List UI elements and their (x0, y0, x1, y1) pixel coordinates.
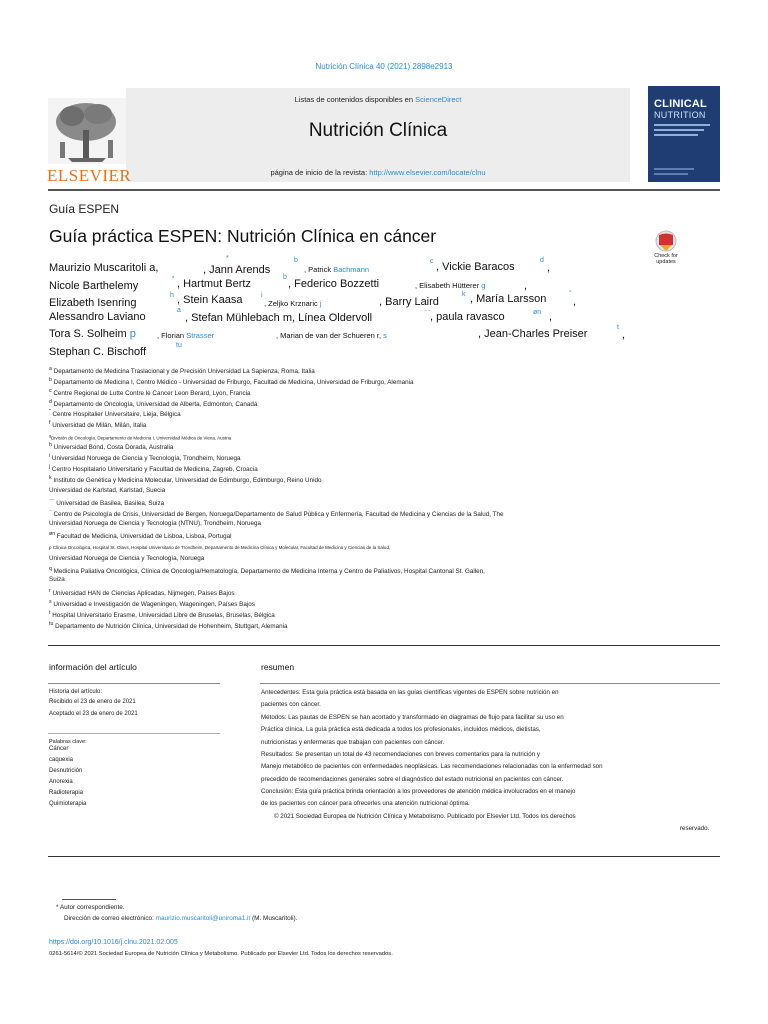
publisher-wordmark: ELSEVIER (47, 166, 132, 185)
keyword-item[interactable]: Quimioterapia (49, 801, 87, 807)
author-text (49, 328, 136, 340)
history-label: Historia del artículo: (49, 689, 103, 695)
copyright-reserved: reservado. (680, 825, 710, 832)
author-superscript: b (294, 257, 298, 264)
corresponding-author-note: * Autor correspondiente. (56, 904, 125, 911)
section-rule (48, 645, 720, 646)
author-affiliation-link[interactable]: j (319, 299, 322, 308)
copyright-line: © 2021 Sociedad Europea de Nutrición Clínica y Metabolismo. Publicado por Elsevier Ltd. Todos los derechos (274, 813, 576, 820)
author-superscript: b (283, 274, 287, 281)
sciencedirect-link[interactable]: ScienceDirect (415, 95, 462, 104)
author-text: , (549, 311, 553, 323)
author-superscript: tu (176, 342, 182, 349)
affiliation-text: Departamento de Medicina Traslacional y de Precisión Universidad La Sapienza, Roma, Italia (53, 368, 315, 376)
keywords-rule (48, 733, 220, 734)
author-text: Maurizio Muscaritoli a, (49, 262, 159, 274)
author-superscript: * (226, 255, 229, 262)
author-text: , María Larsson (470, 293, 547, 305)
affiliation-text: Universidad de Basilea, Basilea, Suiza (56, 500, 165, 508)
affiliation-text: Universidad e Investigación de Wageningen, Wageningen, Países Bajos (53, 601, 255, 609)
keyword-item[interactable]: caquexia (49, 757, 74, 763)
abstract-line: Manejo metabólico de pacientes con enfermedades neoplásicas. Las recomendaciones relacionadas con la enfermedad son (261, 763, 603, 770)
author-superscript: c (430, 258, 434, 265)
abstract-heading: resumen (261, 662, 295, 672)
author-affiliation-link[interactable]: p (129, 328, 136, 340)
email-suffix: (M. Muscaritoli). (250, 915, 298, 922)
affiliation-mark: j (49, 464, 51, 470)
affiliation-p-cont: Universidad Noruega de Ciencia y Tecnología, Noruega (49, 555, 205, 562)
homepage-prefix: página de inicio de la revista: (270, 168, 370, 177)
author-text: , Jann Arends (203, 264, 271, 276)
author-text (264, 299, 322, 308)
affiliation-text: Facultad de Medicina, Universidad de Lisboa, Lisboa, Portugal (56, 533, 232, 541)
abstract-line: precedido de recomendaciones generales sobre el diagnóstico del estado nutricional en pacientes con cáncer. (261, 776, 564, 783)
abstract-line: Métodos: Las pautas de ESPEN se han acortado y transformado en diagramas de flujo para facilitar su uso en (261, 714, 564, 721)
author-text-part: , Patrick (304, 265, 334, 274)
cover-title-line-1: CLINICAL (654, 98, 707, 110)
affiliation-mark: tu (49, 621, 54, 627)
author-text (304, 265, 369, 274)
affiliation-mark: t (49, 610, 51, 616)
author-text: Stephan C. Bischoff (49, 346, 147, 358)
journal-title: Nutrición Clínica (308, 120, 448, 141)
article-type: Guía ESPEN (49, 202, 120, 216)
author-text: , Barry Laird (379, 296, 439, 308)
keyword-item[interactable]: Radioterapia (49, 790, 84, 796)
affiliation-mark: s (49, 599, 52, 605)
cover-text-bar (654, 134, 698, 136)
author-text (276, 331, 387, 340)
affiliation-text: Centro de Psicología de Crisis, Universidad de Bergen, Noruega/Departamento de Salud Pública y Enfermería, Facultad de Medicina y Ciencias de la Salud, The (53, 511, 504, 519)
author-text-part: Tora S. Solheim (49, 328, 127, 340)
cover-text-bar (654, 129, 704, 131)
affiliation-mark: q (49, 566, 52, 572)
affiliation-i (49, 453, 240, 462)
author-text: , Federico Bozzetti (288, 278, 380, 290)
abstract-line: pacientes con cáncer. (261, 701, 321, 708)
author-superscript: ˜ (569, 291, 572, 298)
article-info-rule (48, 683, 220, 684)
author-text: , (524, 280, 528, 292)
affiliation-a (49, 366, 315, 375)
cover-text-bar (654, 124, 710, 126)
affiliation-mark: c (49, 388, 52, 394)
footnote-rule (62, 899, 116, 900)
author-text-part: , Marian de van der Schueren r, (276, 331, 384, 340)
author-text: Nicole Barthelemy (49, 280, 139, 292)
affiliation-p (49, 545, 390, 550)
cover-text-bar (654, 168, 694, 170)
author-affiliation-link[interactable]: s (383, 331, 387, 340)
author-text: , (547, 262, 551, 274)
author-affiliation-link[interactable]: Bachmann (333, 265, 370, 274)
affiliation-o (49, 531, 232, 540)
affiliation-mark: øn (49, 531, 56, 537)
affiliation-e (49, 409, 181, 418)
affiliation-k (49, 475, 322, 484)
journal-homepage (126, 168, 630, 177)
author-superscript: h (170, 292, 174, 299)
article-title: Guía práctica ESPEN: Nutrición Clínica en cáncer (49, 226, 437, 246)
affiliation-text: Centre Regional de Lutte Contre le Cancer Leon Berard, Lyon, Francia (53, 390, 251, 398)
affiliation-mark: r (49, 588, 51, 594)
affiliation-mark: ⁻⁻ (49, 498, 55, 504)
abstract-line: Conclusión: Esta guía práctica brinda orientación a los proveedores de atención médica involucrados en el manejo (261, 788, 576, 795)
affiliation-mark: f (49, 420, 51, 426)
affiliation-mark: b (49, 377, 52, 383)
cover-text-bar (654, 173, 688, 175)
author-text: , Stein Kaasa (177, 294, 243, 306)
abstract-line: Práctica clínica. La guía práctica está dedicada a todos los profesionales, incluidos médicos, dietistas, (261, 726, 541, 733)
affiliation-mark: h (49, 442, 52, 448)
affiliation-text: Instituto de Genética y Medicina Molecular, Universidad de Edimburgo, Edimburgo, Reino Unido (53, 477, 322, 485)
contents-prefix: Listas de contenidos disponibles en (294, 95, 416, 104)
author-superscript: k (462, 291, 466, 298)
affiliation-l (49, 487, 165, 494)
affiliation-text: Clínica Oncológica, Hospital St. Olavs, Hospital Universitario de Trondheim, Departamento de Medicina Clínica y Molecular, Facultad de Medicina y Ciencias de la Salud, (52, 545, 391, 550)
email-link[interactable]: maurizio.muscaritoli@uniroma1.it (155, 915, 251, 922)
affiliation-mark: g (49, 434, 52, 438)
abstract-rule (260, 683, 720, 684)
affiliation-text: Universidad de Karlstad, Karlstad, Suecia (49, 487, 166, 494)
affiliation-text: Universidad Noruega de Ciencia y Tecnología, Trondheim, Noruega (51, 455, 241, 463)
homepage-link[interactable]: http://www.elsevier.com/locate/clnu (369, 168, 486, 177)
abstract-line: Antecedentes: Esta guía práctica está basada en las guías científicas vigentes de ESPEN sobre nutrición en (261, 689, 559, 696)
journal-citation-link[interactable]: Nutrición Clínica 40 (2021) 2898e2913 (315, 62, 453, 71)
affiliation-text: Centro Hospitalario Universitario y Facultad de Medicina, Zagreb, Croacia (51, 466, 258, 474)
author-text: , (622, 329, 626, 341)
author-text: Alessandro Laviano (49, 311, 146, 323)
affiliation-text: División de Oncología, Departamento de Medicina I, Universidad Médica de Viena, Austria (51, 435, 232, 441)
affiliation-s (49, 599, 255, 608)
section-rule-bottom (48, 856, 720, 857)
keyword-item[interactable]: Cáncer (49, 746, 69, 752)
author-text: , paula ravasco (430, 311, 505, 323)
affiliation-mark: i (49, 453, 51, 459)
affiliation-mark: ⁻ (49, 509, 52, 515)
author-superscript: øn (533, 309, 542, 316)
affiliation-text: Universidad de Milán, Milán, Italia (52, 422, 147, 430)
keywords-label: Palabras clave: (49, 739, 87, 745)
affiliation-mark: k (49, 475, 52, 481)
author-superscript: ⁻⁻ (424, 309, 432, 316)
affiliation-d (49, 399, 257, 408)
affiliation-text: Departamento de Medicina I, Centro Médico - Universidad de Friburgo, Facultad de Medicina, Universidad de Friburgo, Alemania (53, 379, 414, 387)
author-affiliation-link[interactable]: Strasser (186, 331, 215, 340)
affiliation-u (49, 621, 288, 630)
abstract-line: nutricionistas y enfermeras que trabajan con pacientes con cáncer. (261, 739, 445, 746)
affiliation-n-cont: Universidad Noruega de Ciencia y Tecnología (NTNU), Trondheim, Noruega (49, 520, 261, 527)
author-text-part: , Florian (157, 331, 187, 340)
affiliation-mark: p (49, 545, 52, 550)
affiliation-h (49, 442, 173, 451)
author-text: , (573, 296, 577, 308)
affiliation-mark: ˜ (49, 409, 51, 415)
affiliation-j (49, 464, 258, 473)
affiliation-f (49, 420, 146, 429)
affiliation-m (49, 498, 164, 507)
author-superscript: a (177, 307, 181, 314)
affiliation-q (49, 566, 485, 575)
email-note (64, 915, 297, 922)
author-text: , Stefan Mühlebach m, Línea Oldervoll (185, 312, 373, 324)
affiliation-text: Hospital Universitario Erasme, Universidad Libre de Bruselas, Bruselas, Bélgica (52, 612, 275, 620)
author-superscript: i (261, 292, 263, 299)
abstract-line: Resultados: Se presentan un total de 43 recomendaciones con breves comentarios para la nutrición y (261, 751, 540, 758)
affiliation-text: Medicina Paliativa Oncológica, Clínica de Oncología/Hematología, Departamento de Medicina Interna y Centro de Paliativos, Hospital Cantonal St. Gallen, (53, 568, 485, 576)
affiliation-n (49, 509, 504, 518)
accepted-date: Aceptado el 23 de enero de 2021 (49, 711, 138, 717)
affiliation-text: Departamento de Nutrición Clínica, Universidad de Hohenheim, Stuttgart, Alemania (55, 623, 288, 631)
affiliation-t (49, 610, 275, 619)
author-text-part: , Zeljko Krznaric (264, 299, 318, 308)
author-superscript: t (617, 324, 619, 331)
author-text: , Vickie Baracos (436, 261, 515, 273)
affiliation-mark: a (49, 366, 52, 372)
affiliation-text: Centre Hospitalier Universitaire, Lieja, Bélgica (52, 411, 181, 419)
author-text: , Jean-Charles Preiser (478, 328, 588, 340)
affiliation-text: Universidad Bond, Costa Dorada, Australia (53, 444, 174, 452)
affiliation-r (49, 588, 235, 597)
keyword-item[interactable]: Desnutrición (49, 768, 83, 774)
affiliation-b (49, 377, 413, 386)
header-rule (48, 189, 720, 191)
author-text (415, 281, 485, 290)
author-text-part: , Elisabeth Hütterer (415, 281, 480, 290)
author-text: Elizabeth Isenring (49, 297, 137, 309)
affiliation-text: Departamento de Oncología, Universidad de Alberta, Edmonton, Canadá (53, 401, 258, 409)
author-text (157, 331, 214, 340)
check-for-updates-label[interactable]: Check for updates (654, 253, 678, 265)
author-superscript: ⸗ (172, 274, 175, 281)
author-affiliation-link[interactable]: g (481, 281, 486, 290)
keyword-item[interactable]: Anorexia (49, 779, 73, 785)
affiliation-c (49, 388, 251, 397)
cover-title-line-2: NUTRITION (654, 110, 706, 120)
article-info-heading: información del artículo (49, 662, 137, 672)
author-text: , Hartmut Bertz (177, 278, 251, 290)
doi-link[interactable]: https://doi.org/10.1016/j.clnu.2021.02.005 (49, 939, 178, 946)
affiliation-text: Universidad HAN de Ciencias Aplicadas, Nijmegen, Países Bajos (52, 590, 235, 598)
contents-availability (126, 95, 630, 104)
abstract-line: de los pacientes con cáncer para ofrecerles una atención nutricional óptima. (261, 800, 470, 807)
author-superscript: d (540, 257, 544, 264)
affiliation-g (49, 434, 231, 441)
affiliation-q-cont: Suiza (49, 576, 65, 583)
received-date: Recibido el 23 de enero de 2021 (49, 699, 136, 705)
email-prefix: Dirección de correo electrónico: (64, 915, 156, 922)
affiliation-mark: d (49, 399, 52, 405)
issn-line: 0261-5614/© 2021 Sociedad Europea de Nutrición Clínica y Metabolismo. Publicado por Elsevier Ltd. Todos los derechos reservados. (49, 951, 393, 957)
